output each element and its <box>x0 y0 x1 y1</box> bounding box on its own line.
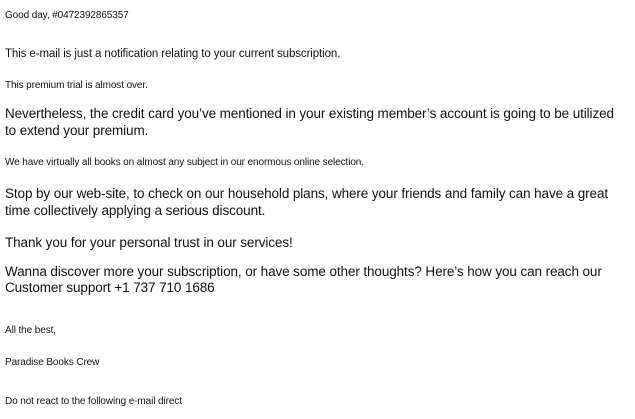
household-plans-text: Stop by our web-site, to check on our household plans, where your friends and family can have a great time collectively applying a serious discount. <box>5 186 609 218</box>
thanks-text: Thank you for your personal trust in our services! <box>5 235 293 250</box>
contact-intro: Wanna discover more your subscription, or have some other thoughts? Here’s how you can reach our <box>5 264 602 279</box>
signoff: All the best, <box>5 325 56 336</box>
trial-notice: This premium trial is almost over. <box>5 80 148 91</box>
footer-note: Do not react to the following e-mail direct <box>5 396 182 407</box>
catalog-notice: We have virtually all books on almost any subject in our enormous online selection. <box>5 157 364 168</box>
notification-text: This e-mail is just a notification relating to your current subscription. <box>5 48 341 60</box>
support-line: Customer support +1 737 710 1686 <box>5 280 215 295</box>
billing-notice: Nevertheless, the credit card you’ve mentioned in your existing member’s account is going to be utilized to extend your premium. <box>5 106 614 138</box>
greeting: Good day, #0472392865357 <box>5 10 129 21</box>
signature: Paradise Books Crew <box>5 357 100 368</box>
